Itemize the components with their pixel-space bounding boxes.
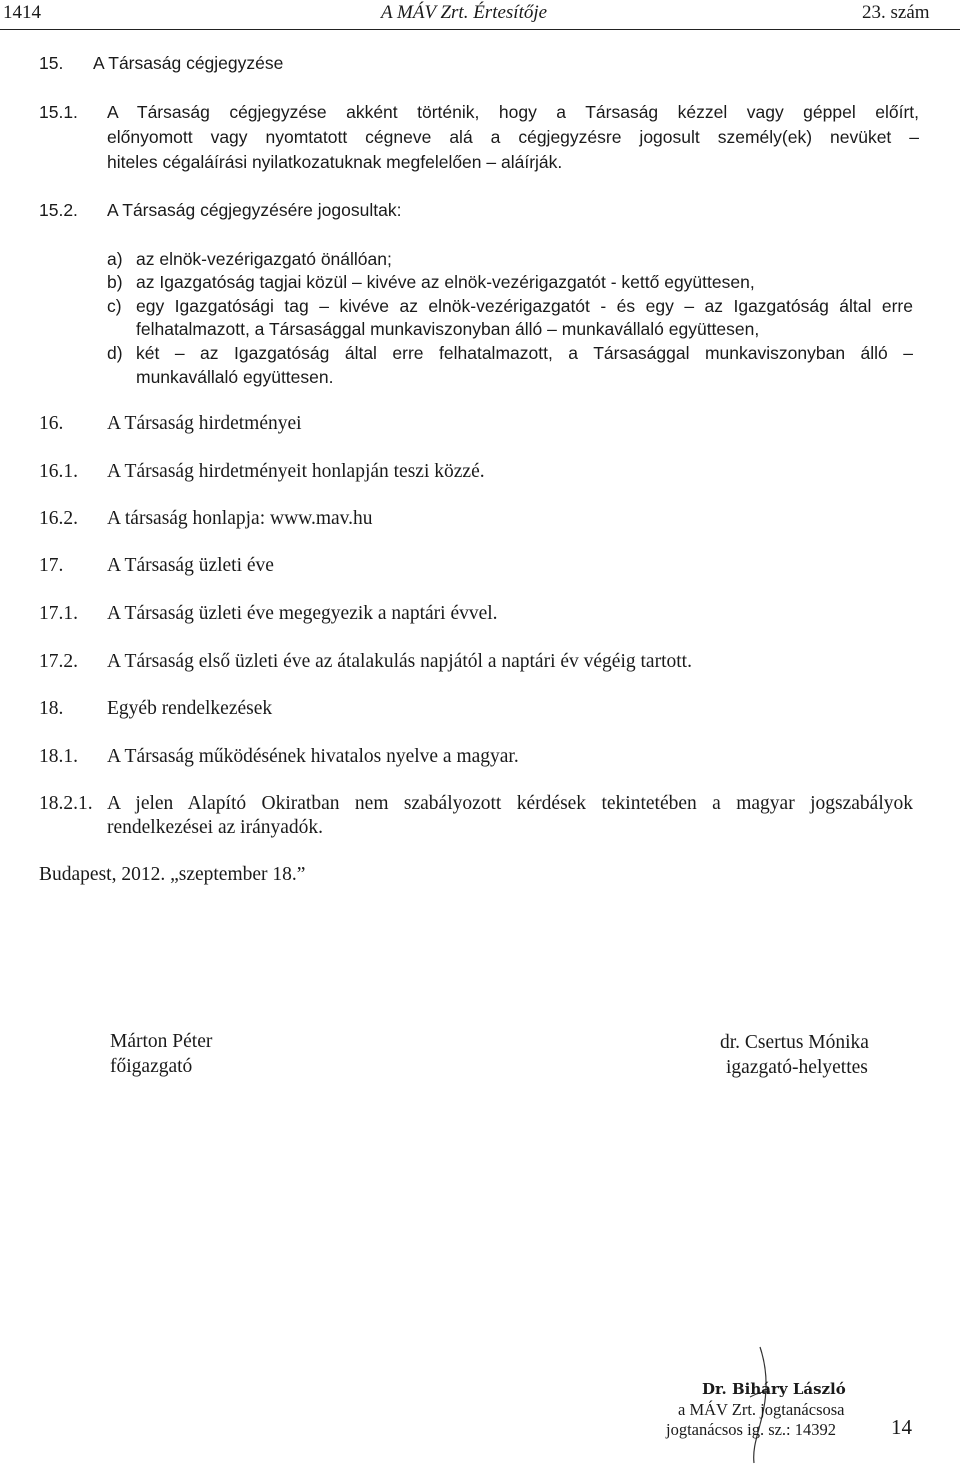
section-16-2-number: 16.2. bbox=[39, 508, 78, 529]
list-item-a-label: a) bbox=[107, 249, 123, 269]
stamp-line-2: a MÁV Zrt. jogtanácsosa bbox=[678, 1400, 845, 1419]
section-15-1-number: 15.1. bbox=[39, 102, 78, 122]
section-16-number: 16. bbox=[39, 413, 64, 434]
section-15-1-line-2: előnyomott vagy nyomtatott cégneve alá a cégjegyzésre jogosult személy(ek) nevüket – bbox=[107, 127, 919, 147]
header-page-number: 1414 bbox=[3, 2, 41, 23]
stamp-line-1: Dr. Biháry László bbox=[702, 1380, 846, 1398]
section-17-2-number: 17.2. bbox=[39, 651, 78, 672]
section-15-1-line-3: hiteles cégaláírási nyilatkozatuknak megfelelően – aláírják. bbox=[107, 152, 563, 172]
section-16-1-number: 16.1. bbox=[39, 461, 78, 482]
section-15-number: 15. bbox=[39, 53, 64, 73]
place-date: Budapest, 2012. „szeptember 18.” bbox=[39, 864, 306, 885]
list-item-d-label: d) bbox=[107, 343, 123, 363]
section-17-number: 17. bbox=[39, 555, 64, 576]
section-17-1-text: A Társaság üzleti éve megegyezik a naptári évvel. bbox=[107, 603, 498, 624]
section-17-title: A Társaság üzleti éve bbox=[107, 555, 274, 576]
list-item-a-text: az elnök-vezérigazgató önállóan; bbox=[136, 249, 392, 269]
section-18-1-text: A Társaság működésének hivatalos nyelve a magyar. bbox=[107, 746, 519, 767]
section-17-2-text: A Társaság első üzleti éve az átalakulás napjától a naptári év végéig tartott. bbox=[107, 651, 692, 672]
header-rule bbox=[0, 29, 960, 30]
section-16-title: A Társaság hirdetményei bbox=[107, 413, 302, 434]
stamp-line-3: jogtanácsos ig. sz.: 14392 bbox=[666, 1420, 837, 1439]
section-18-2-1-line-2: rendelkezései az irányadók. bbox=[107, 817, 324, 838]
list-item-d-line-1: két – az Igazgatóság által erre felhatalmazott, a Társasággal munkaviszonyban álló – bbox=[136, 343, 913, 363]
list-item-b-text: az Igazgatóság tagjai közül – kivéve az elnök-vezérigazgatót - kettő együttesen, bbox=[136, 272, 755, 292]
section-17-1-number: 17.1. bbox=[39, 603, 78, 624]
section-18-title: Egyéb rendelkezések bbox=[107, 698, 273, 719]
section-18-2-1-number: 18.2.1. bbox=[39, 793, 93, 814]
page-footer-number: 14 bbox=[891, 1415, 912, 1439]
list-item-c-label: c) bbox=[107, 296, 122, 316]
list-item-b-label: b) bbox=[107, 272, 123, 292]
signature-right-name: dr. Csertus Mónika bbox=[720, 1032, 869, 1053]
list-item-c-line-1: egy Igazgatósági tag – kivéve az elnök-vezérigazgatót - és egy – az Igazgatóság által erre bbox=[136, 296, 913, 316]
section-16-1-text: A Társaság hirdetményeit honlapján teszi közzé. bbox=[107, 461, 485, 482]
signature-left-name: Márton Péter bbox=[110, 1031, 213, 1052]
header-journal-title: A MÁV Zrt. Értesítője bbox=[381, 2, 548, 23]
section-15-1-line-1: A Társaság cégjegyzése akként történik, hogy a Társaság kézzel vagy géppel előírt, bbox=[107, 102, 919, 122]
list-item-c-line-2: felhatalmazott, a Társasággal munkaviszonyban álló – munkavállaló együttesen, bbox=[136, 319, 760, 339]
section-15-2-title: A Társaság cégjegyzésére jogosultak: bbox=[107, 200, 402, 220]
section-18-number: 18. bbox=[39, 698, 64, 719]
header-issue: 23. szám bbox=[862, 2, 930, 23]
signature-left-title: főigazgató bbox=[110, 1056, 193, 1077]
section-18-1-number: 18.1. bbox=[39, 746, 78, 767]
signature-right-title: igazgató-helyettes bbox=[726, 1057, 868, 1078]
section-16-2-text: A társaság honlapja: www.mav.hu bbox=[107, 508, 373, 529]
list-item-d-line-2: munkavállaló együttesen. bbox=[136, 367, 334, 387]
section-15-title: A Társaság cégjegyzése bbox=[93, 53, 284, 73]
section-15-2-number: 15.2. bbox=[39, 200, 78, 220]
section-18-2-1-line-1: A jelen Alapító Okiratban nem szabályozott kérdések tekintetében a magyar jogszabályok bbox=[107, 793, 913, 814]
